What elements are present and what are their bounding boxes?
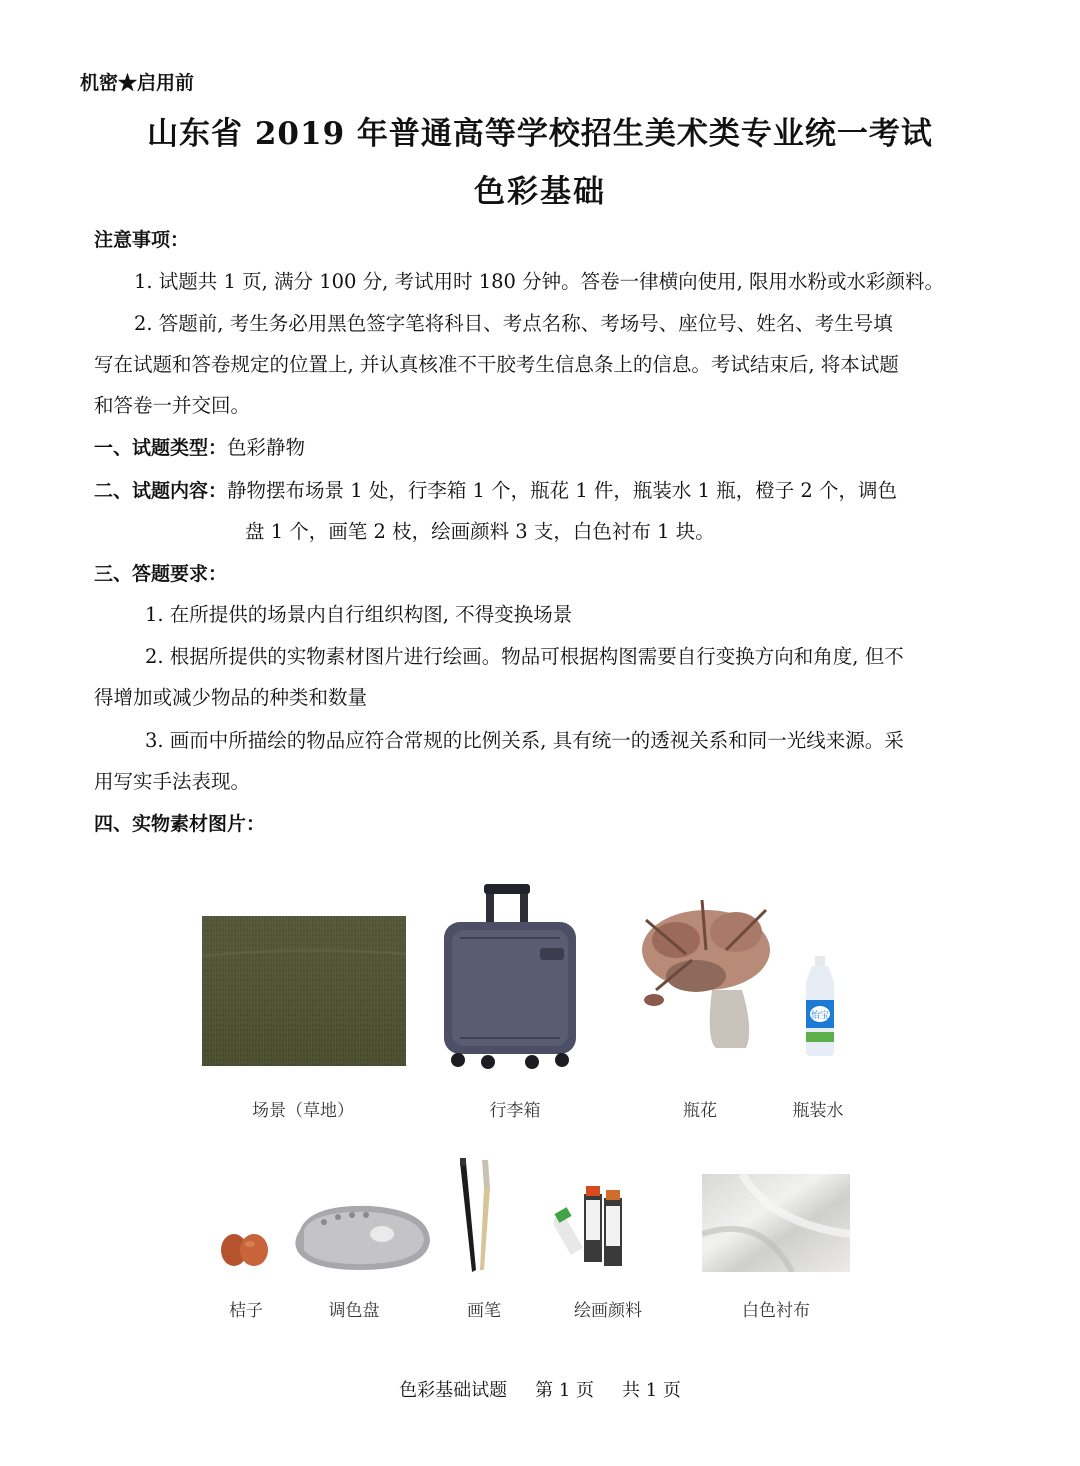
notes-item-2-line-1: 2. 答题前, 考生务必用黑色签字笔将科目、考点名称、考场号、座位号、姓名、考生号填	[134, 312, 893, 335]
page-title: 山东省 2019 年普通高等学校招生美术类专业统一考试	[147, 116, 933, 152]
section-1	[94, 436, 305, 460]
section-4-heading: 四、实物素材图片：	[94, 813, 266, 835]
caption-palette: 调色盘	[328, 1301, 380, 1321]
orange-image	[220, 1230, 270, 1270]
section-1-heading: 一、试题类型：	[94, 437, 228, 459]
section-2-heading: 二、试题内容：	[94, 480, 228, 502]
caption-flowers: 瓶花	[683, 1101, 717, 1121]
section-1-text: 色彩静物	[227, 436, 306, 459]
cloth-image	[702, 1174, 850, 1272]
caption-grass: 场景（草地）	[252, 1101, 354, 1121]
requirement-3-line-1: 3. 画而中所描绘的物品应符合常规的比例关系, 具有统一的透视关系和同一光线来源。采	[145, 729, 904, 752]
page-footer	[0, 1376, 1080, 1402]
notes-item-2-line-2: 写在试题和答卷规定的位置上, 并认真核准不干胶考生信息条上的信息。考试结束后, 将本试题	[94, 353, 899, 376]
caption-paints: 绘画颜料	[574, 1301, 642, 1321]
caption-orange: 桔子	[229, 1301, 263, 1321]
footer-name: 色彩基础试题	[399, 1380, 508, 1401]
notes-item-2-line-3: 和答卷一并交回。	[94, 394, 251, 417]
notes-item-1: 1. 试题共 1 页, 满分 100 分, 考试用时 180 分钟。答卷一律横向使用, 限用水粉或水彩颜料。	[134, 270, 945, 293]
section-2-line-2: 盘 1 个，画笔 2 枝，绘画颜料 3 支，白色衬布 1 块。	[245, 520, 715, 543]
notes-heading: 注意事项：	[94, 229, 190, 251]
caption-brushes: 画笔	[467, 1301, 501, 1321]
water-bottle-label: 怡宝	[810, 1011, 830, 1021]
brushes-image	[454, 1158, 500, 1274]
caption-cloth: 白色衬布	[742, 1301, 810, 1321]
requirement-1: 1. 在所提供的场景内自行组织构图, 不得变换场景	[145, 603, 573, 626]
confidential-mark: 机密★启用前	[80, 72, 195, 94]
grass-image	[202, 916, 406, 1066]
section-3-heading: 三、答题要求：	[94, 563, 228, 585]
paints-image	[554, 1180, 628, 1272]
flower-vase-image	[626, 880, 776, 1052]
footer-total: 共 1 页	[622, 1380, 681, 1401]
requirement-3-line-2: 用写实手法表现。	[94, 770, 251, 793]
section-2	[94, 479, 897, 503]
requirement-2-line-2: 得增加或减少物品的种类和数量	[94, 686, 368, 709]
caption-water: 瓶装水	[792, 1101, 844, 1121]
requirement-2-line-1: 2. 根据所提供的实物素材图片进行绘画。物品可根据构图需要自行变换方向和角度, 但不	[145, 645, 904, 668]
section-2-line-1: 静物摆布场景 1 处，行李箱 1 个，瓶花 1 件，瓶装水 1 瓶，橙子 2 个，调色	[227, 479, 898, 502]
suitcase-image	[440, 882, 580, 1070]
footer-page: 第 1 页	[535, 1380, 594, 1401]
water-bottle-image	[800, 956, 840, 1056]
caption-suitcase: 行李箱	[489, 1101, 541, 1121]
palette-image	[290, 1200, 432, 1274]
page-subtitle: 色彩基础	[474, 174, 606, 210]
